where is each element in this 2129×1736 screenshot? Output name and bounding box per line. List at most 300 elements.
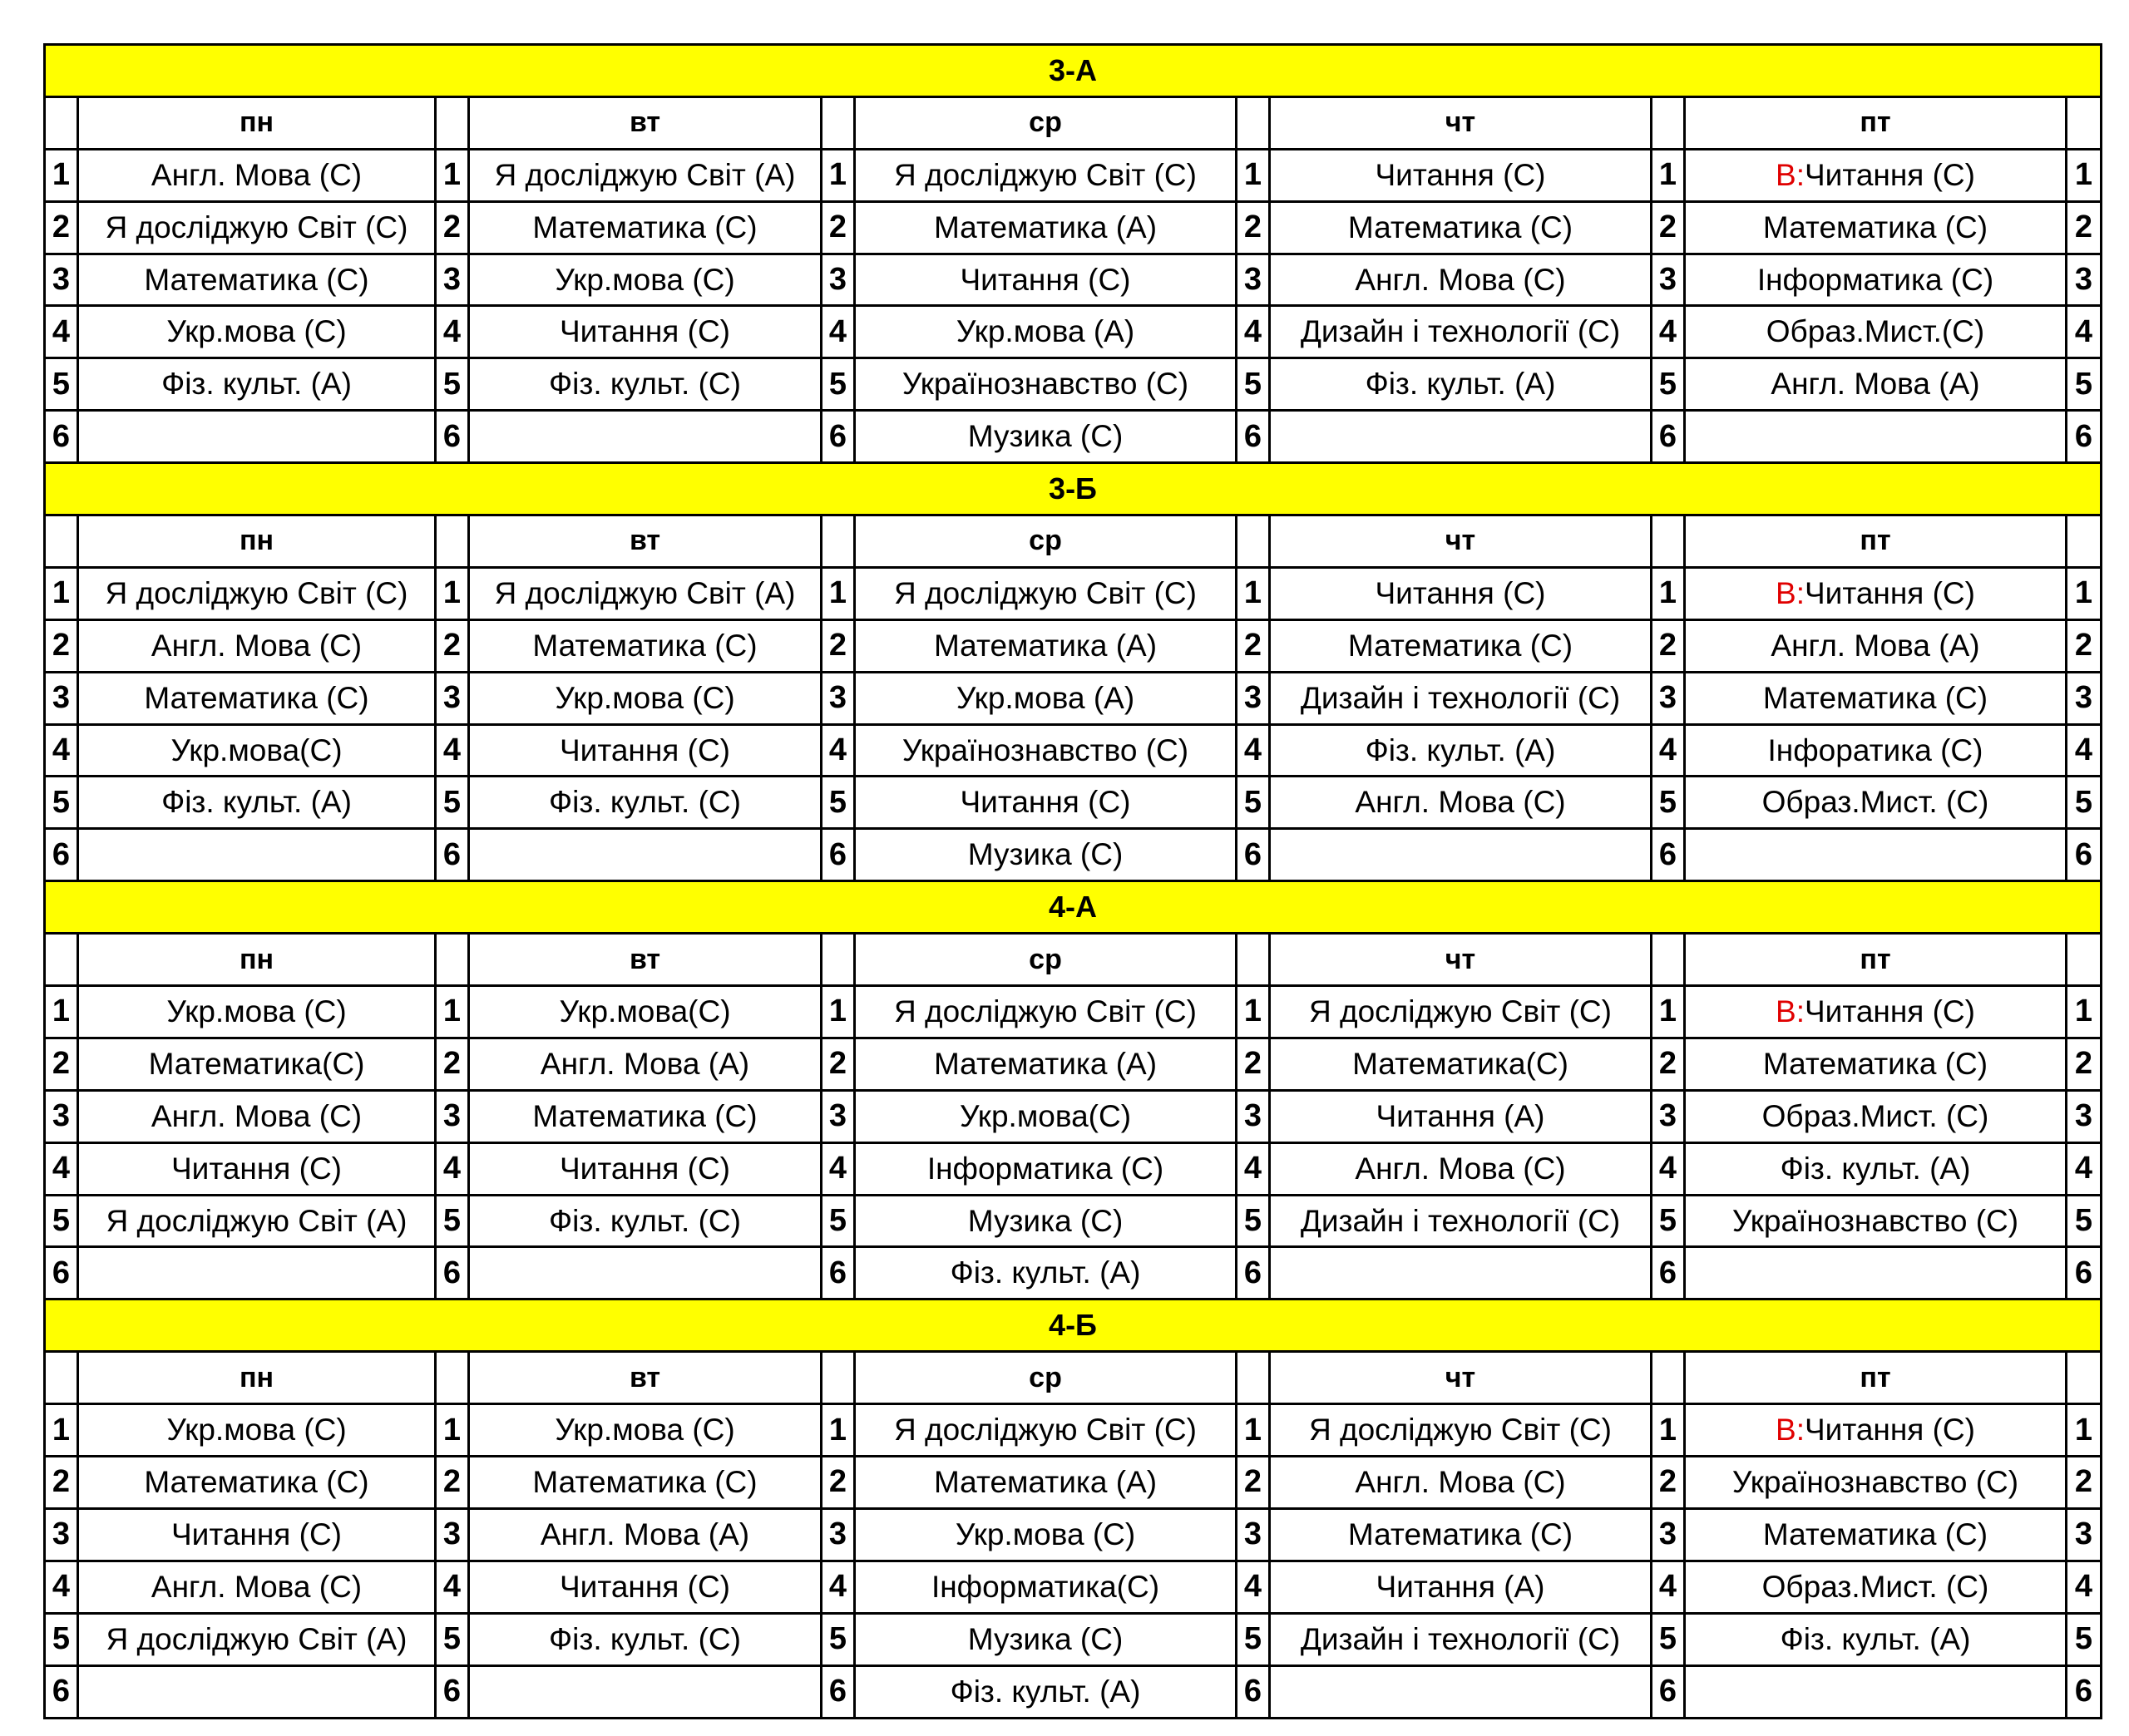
lesson-number: 4 [2067,1142,2102,1195]
lesson-number: 6 [45,1665,78,1718]
subject-text: Читання (С) [1804,1413,1975,1447]
lesson-number: 4 [1652,724,1685,777]
lesson-row [45,1665,2102,1718]
day-header: пт [1685,1352,2067,1404]
subject-text: Я досліджую Світ (С) [1309,1413,1612,1447]
lesson-number: 4 [45,1142,78,1195]
subject-cell [1685,672,2067,724]
header-num-cell [45,515,78,568]
subject-text: Читання (С) [1804,575,1975,610]
subject-cell [469,986,822,1038]
day-header: вт [469,515,822,568]
subject-prefix: В: [1776,157,1805,192]
lesson-number: 3 [436,254,469,306]
header-num-cell [45,1352,78,1404]
lesson-row [45,829,2102,881]
lesson-row [45,1404,2102,1457]
lesson-number: 2 [436,1038,469,1090]
header-num-cell [45,934,78,986]
subject-text: Інформатика (С) [926,1151,1164,1186]
lesson-number: 5 [45,1613,78,1665]
lesson-number: 5 [1237,358,1270,411]
lesson-number: 5 [1237,1195,1270,1247]
lesson-number: 1 [436,1404,469,1457]
subject-cell [1270,567,1652,619]
lesson-number: 4 [436,724,469,777]
subject-prefix: В: [1776,575,1805,610]
subject-cell [855,358,1237,411]
subject-text: Читання (С) [960,262,1131,297]
subject-cell [1270,619,1652,672]
lesson-number: 4 [45,724,78,777]
lesson-number: 5 [436,1195,469,1247]
subject-cell [1270,411,1652,463]
subject-cell [1685,1195,2067,1247]
subject-text: Фіз. культ. (А) [1365,367,1556,402]
header-num-cell [1237,1352,1270,1404]
subject-cell [855,1247,1237,1300]
lesson-row [45,1457,2102,1509]
subject-prefix: В: [1776,1413,1805,1447]
subject-cell [855,777,1237,829]
header-num-cell [1652,96,1685,149]
subject-text: Математика (С) [1347,628,1573,663]
lesson-number: 4 [1652,306,1685,358]
day-header: пт [1685,934,2067,986]
subject-cell [78,619,436,672]
lesson-number: 1 [436,149,469,201]
subject-cell [855,672,1237,724]
day-header: чт [1270,1352,1652,1404]
subject-cell [1685,1247,2067,1300]
lesson-number: 5 [1237,1613,1270,1665]
lesson-number: 1 [436,567,469,619]
day-header: вт [469,934,822,986]
lesson-number: 5 [45,358,78,411]
lesson-number: 2 [2067,619,2102,672]
lesson-number: 1 [45,986,78,1038]
subject-text: Фіз. культ. (А) [161,367,352,402]
header-num-cell [822,515,855,568]
subject-text: Інфоратика (С) [1767,732,1983,767]
lesson-number: 1 [1237,1404,1270,1457]
subject-cell [1685,829,2067,881]
timetable [43,43,2102,1719]
subject-text: Дизайн і технології (С) [1300,680,1621,715]
subject-text: Математика (А) [933,1464,1158,1499]
subject-text: Я досліджую Світ (А) [494,157,796,192]
subject-cell [469,1457,822,1509]
lesson-number: 3 [2067,254,2102,306]
subject-cell [78,1142,436,1195]
subject-cell [855,1665,1237,1718]
subject-text: Англ. Мова (С) [1355,1464,1566,1499]
subject-cell [855,829,1237,881]
subject-cell [1685,1090,2067,1142]
subject-text: Читання (С) [960,785,1131,820]
subject-cell [1685,411,2067,463]
class-title-row [45,463,2102,515]
subject-cell [1270,1142,1652,1195]
subject-text: Читання (С) [560,732,730,767]
lesson-number: 3 [1237,1508,1270,1561]
lesson-number: 3 [436,672,469,724]
day-header: пт [1685,96,2067,149]
lesson-number: 6 [1652,1247,1685,1300]
lesson-row [45,1038,2102,1090]
subject-cell [1270,1090,1652,1142]
subject-text: Українознавство (С) [901,732,1189,767]
subject-text: Я досліджую Світ (С) [105,575,408,610]
subject-text: Образ.Мист. (С) [1761,1098,1989,1133]
lesson-number: 5 [45,777,78,829]
subject-text: Укр.мова (С) [955,1517,1136,1551]
subject-cell [855,1195,1237,1247]
subject-cell [469,619,822,672]
lesson-number: 4 [2067,1561,2102,1613]
lesson-number: 1 [436,986,469,1038]
lesson-number: 3 [45,254,78,306]
subject-text: Читання (С) [1804,994,1975,1028]
subject-cell [855,306,1237,358]
subject-cell [1685,1457,2067,1509]
subject-text: Укр.мова(С) [559,994,731,1028]
subject-cell [1685,358,2067,411]
subject-cell [855,201,1237,254]
subject-cell [78,1195,436,1247]
subject-text: Англ. Мова (С) [1355,262,1566,297]
subject-cell [1685,724,2067,777]
header-num-cell [1237,96,1270,149]
class-title: 4-Б [45,1300,2102,1352]
lesson-number: 6 [1237,1247,1270,1300]
subject-cell [855,1038,1237,1090]
subject-cell [1270,306,1652,358]
lesson-number: 6 [45,1247,78,1300]
lesson-row [45,306,2102,358]
subject-cell [469,1142,822,1195]
lesson-number: 2 [822,201,855,254]
subject-cell [78,149,436,201]
lesson-number: 3 [822,254,855,306]
lesson-number: 4 [822,1561,855,1613]
lesson-number: 3 [1652,672,1685,724]
lesson-number: 2 [1237,619,1270,672]
subject-text: Укр.мова (С) [555,1413,735,1447]
subject-cell [855,567,1237,619]
lesson-row [45,358,2102,411]
subject-cell [855,1457,1237,1509]
subject-cell [1685,1665,2067,1718]
lesson-number: 1 [822,149,855,201]
lesson-row [45,1195,2102,1247]
lesson-number: 2 [1237,201,1270,254]
header-num-cell [1652,515,1685,568]
subject-cell [469,1561,822,1613]
day-header: ср [855,96,1237,149]
lesson-row [45,1247,2102,1300]
subject-cell [855,1090,1237,1142]
subject-cell [469,724,822,777]
subject-text: Я досліджую Світ (С) [894,1413,1197,1447]
subject-cell [78,1508,436,1561]
lesson-row [45,149,2102,201]
lesson-number: 1 [45,1404,78,1457]
subject-text: Музика (С) [967,837,1124,872]
subject-cell [1685,567,2067,619]
subject-cell [1685,777,2067,829]
subject-cell [1270,1613,1652,1665]
subject-text: Читання (А) [1376,1569,1545,1604]
subject-cell [855,1142,1237,1195]
lesson-number: 2 [45,201,78,254]
subject-cell [78,1613,436,1665]
subject-cell [469,1247,822,1300]
lesson-number: 5 [1652,1195,1685,1247]
subject-cell [855,1613,1237,1665]
lesson-number: 5 [1652,777,1685,829]
subject-text: Музика (С) [967,1203,1124,1238]
subject-cell [1685,1613,2067,1665]
subject-cell [78,1038,436,1090]
subject-text: Математика (А) [933,1046,1158,1081]
subject-cell [78,1561,436,1613]
subject-cell [469,411,822,463]
subject-cell [469,1404,822,1457]
lesson-number: 5 [2067,777,2102,829]
subject-text: Я досліджую Світ (С) [894,575,1197,610]
subject-cell [855,986,1237,1038]
subject-cell [469,829,822,881]
subject-cell [1685,1142,2067,1195]
lesson-row [45,1561,2102,1613]
subject-text: Укр.мова (С) [166,314,347,349]
subject-cell [855,1508,1237,1561]
lesson-number: 3 [822,1090,855,1142]
subject-text: Математика (С) [532,210,758,244]
class-title: 4-А [45,881,2102,934]
subject-text: Читання (С) [1375,575,1546,610]
lesson-number: 2 [1237,1457,1270,1509]
subject-text: Англ. Мова (А) [1771,367,1980,402]
subject-text: Я досліджую Світ (С) [894,157,1197,192]
subject-text: Читання (С) [1804,157,1975,192]
lesson-number: 4 [45,1561,78,1613]
lesson-number: 6 [822,1247,855,1300]
subject-cell [78,254,436,306]
lesson-number: 1 [1237,567,1270,619]
lesson-number: 2 [436,1457,469,1509]
subject-cell [1270,1561,1652,1613]
lesson-row [45,724,2102,777]
subject-text: Англ. Мова (А) [1771,628,1980,663]
subject-cell [855,619,1237,672]
subject-text: Фіз. культ. (А) [1780,1621,1971,1656]
day-header: чт [1270,934,1652,986]
lesson-number: 6 [822,829,855,881]
subject-cell [1685,1561,2067,1613]
lesson-number: 3 [436,1508,469,1561]
subject-text: Математика (С) [144,1464,369,1499]
subject-cell [1685,149,2067,201]
subject-cell [469,1090,822,1142]
subject-cell [78,724,436,777]
subject-cell [78,986,436,1038]
subject-cell [469,149,822,201]
subject-text: Інформатика(С) [931,1569,1160,1604]
day-header: ср [855,1352,1237,1404]
lesson-row [45,254,2102,306]
lesson-number: 1 [2067,567,2102,619]
lesson-number: 5 [822,1613,855,1665]
lesson-number: 3 [1237,254,1270,306]
lesson-number: 4 [822,306,855,358]
subject-text: Укр.мова(С) [959,1098,1132,1133]
class-title-row [45,45,2102,97]
lesson-number: 3 [1237,672,1270,724]
lesson-number: 4 [436,306,469,358]
lesson-number: 1 [1237,149,1270,201]
header-num-cell [1652,934,1685,986]
lesson-number: 5 [2067,1195,2102,1247]
subject-text: Англ. Мова (А) [540,1517,750,1551]
lesson-number: 4 [436,1561,469,1613]
subject-cell [1270,358,1652,411]
lesson-number: 1 [1237,986,1270,1038]
subject-text: Я досліджую Світ (С) [105,210,408,244]
lesson-number: 6 [436,1247,469,1300]
lesson-number: 3 [2067,1090,2102,1142]
subject-text: Математика(С) [148,1046,365,1081]
subject-text: Дизайн і технології (С) [1300,1621,1621,1656]
lesson-number: 6 [2067,829,2102,881]
header-num-cell [822,1352,855,1404]
lesson-number: 2 [822,619,855,672]
subject-text: Я досліджую Світ (А) [106,1203,408,1238]
lesson-row [45,1090,2102,1142]
subject-text: Математика (С) [1762,1517,1988,1551]
subject-cell [469,1195,822,1247]
header-num-cell [1237,515,1270,568]
day-header: пн [78,934,436,986]
subject-cell [469,1613,822,1665]
subject-cell [469,672,822,724]
subject-text: Дизайн і технології (С) [1300,314,1621,349]
subject-text: Фіз. культ. (С) [549,1203,741,1238]
lesson-row [45,672,2102,724]
lesson-number: 2 [2067,1457,2102,1509]
subject-text: Читання (С) [560,1151,730,1186]
subject-cell [1270,777,1652,829]
subject-text: Математика (С) [144,680,369,715]
subject-cell [78,1665,436,1718]
subject-text: Музика (С) [967,419,1124,454]
subject-cell [855,149,1237,201]
lesson-number: 6 [436,411,469,463]
subject-text: Фіз. культ. (А) [950,1674,1141,1709]
subject-text: Англ. Мова (А) [540,1046,750,1081]
subject-cell [1685,1508,2067,1561]
lesson-number: 4 [1652,1561,1685,1613]
lesson-number: 6 [45,411,78,463]
subject-cell [469,306,822,358]
lesson-number: 4 [2067,306,2102,358]
lesson-number: 3 [2067,672,2102,724]
lesson-number: 2 [1237,1038,1270,1090]
subject-cell [855,254,1237,306]
lesson-number: 5 [1652,358,1685,411]
subject-cell [1270,1665,1652,1718]
subject-cell [1270,1195,1652,1247]
subject-cell [1685,254,2067,306]
subject-cell [855,1561,1237,1613]
lesson-number: 6 [436,829,469,881]
subject-cell [1270,724,1652,777]
subject-text: Математика (С) [1762,680,1988,715]
lesson-number: 2 [1652,1038,1685,1090]
subject-text: Фіз. культ. (С) [549,367,741,402]
lesson-number: 1 [1652,1404,1685,1457]
lesson-number: 5 [822,1195,855,1247]
subject-cell [469,1038,822,1090]
header-num-cell [436,96,469,149]
header-num-cell [436,515,469,568]
subject-cell [78,201,436,254]
subject-text: Укр.мова (С) [555,680,735,715]
day-header: пн [78,1352,436,1404]
subject-text: Англ. Мова (С) [1355,785,1566,820]
subject-cell [78,411,436,463]
subject-text: Математика (С) [532,1098,758,1133]
subject-cell [855,411,1237,463]
lesson-number: 1 [1652,149,1685,201]
lesson-number: 5 [1237,777,1270,829]
subject-cell [78,777,436,829]
subject-text: Укр.мова (С) [555,262,735,297]
subject-text: Читання (С) [560,1569,730,1604]
lesson-number: 2 [822,1038,855,1090]
lesson-number: 2 [45,619,78,672]
lesson-number: 1 [2067,986,2102,1038]
subject-text: Я досліджую Світ (С) [1309,994,1612,1028]
lesson-number: 2 [2067,1038,2102,1090]
lesson-number: 4 [436,1142,469,1195]
lesson-number: 4 [45,306,78,358]
subject-text: Укр.мова (А) [956,680,1135,715]
subject-text: Фіз. культ. (С) [549,785,741,820]
lesson-number: 5 [2067,1613,2102,1665]
header-num-cell [45,96,78,149]
subject-cell [1270,254,1652,306]
lesson-row [45,1508,2102,1561]
lesson-number: 1 [45,149,78,201]
lesson-number: 3 [1652,1508,1685,1561]
lesson-number: 6 [2067,1247,2102,1300]
subject-cell [1270,829,1652,881]
subject-text: Дизайн і технології (С) [1300,1203,1621,1238]
subject-text: Фіз. культ. (А) [161,785,352,820]
subject-text: Українознавство (С) [901,367,1189,402]
subject-text: Математика (С) [1347,1517,1573,1551]
lesson-number: 1 [822,1404,855,1457]
subject-text: Читання (А) [1376,1098,1545,1133]
subject-text: Фіз. культ. (С) [549,1621,741,1656]
header-num-cell [822,96,855,149]
lesson-number: 6 [1652,411,1685,463]
subject-cell [1685,1404,2067,1457]
day-header-row [45,96,2102,149]
subject-cell [78,1247,436,1300]
